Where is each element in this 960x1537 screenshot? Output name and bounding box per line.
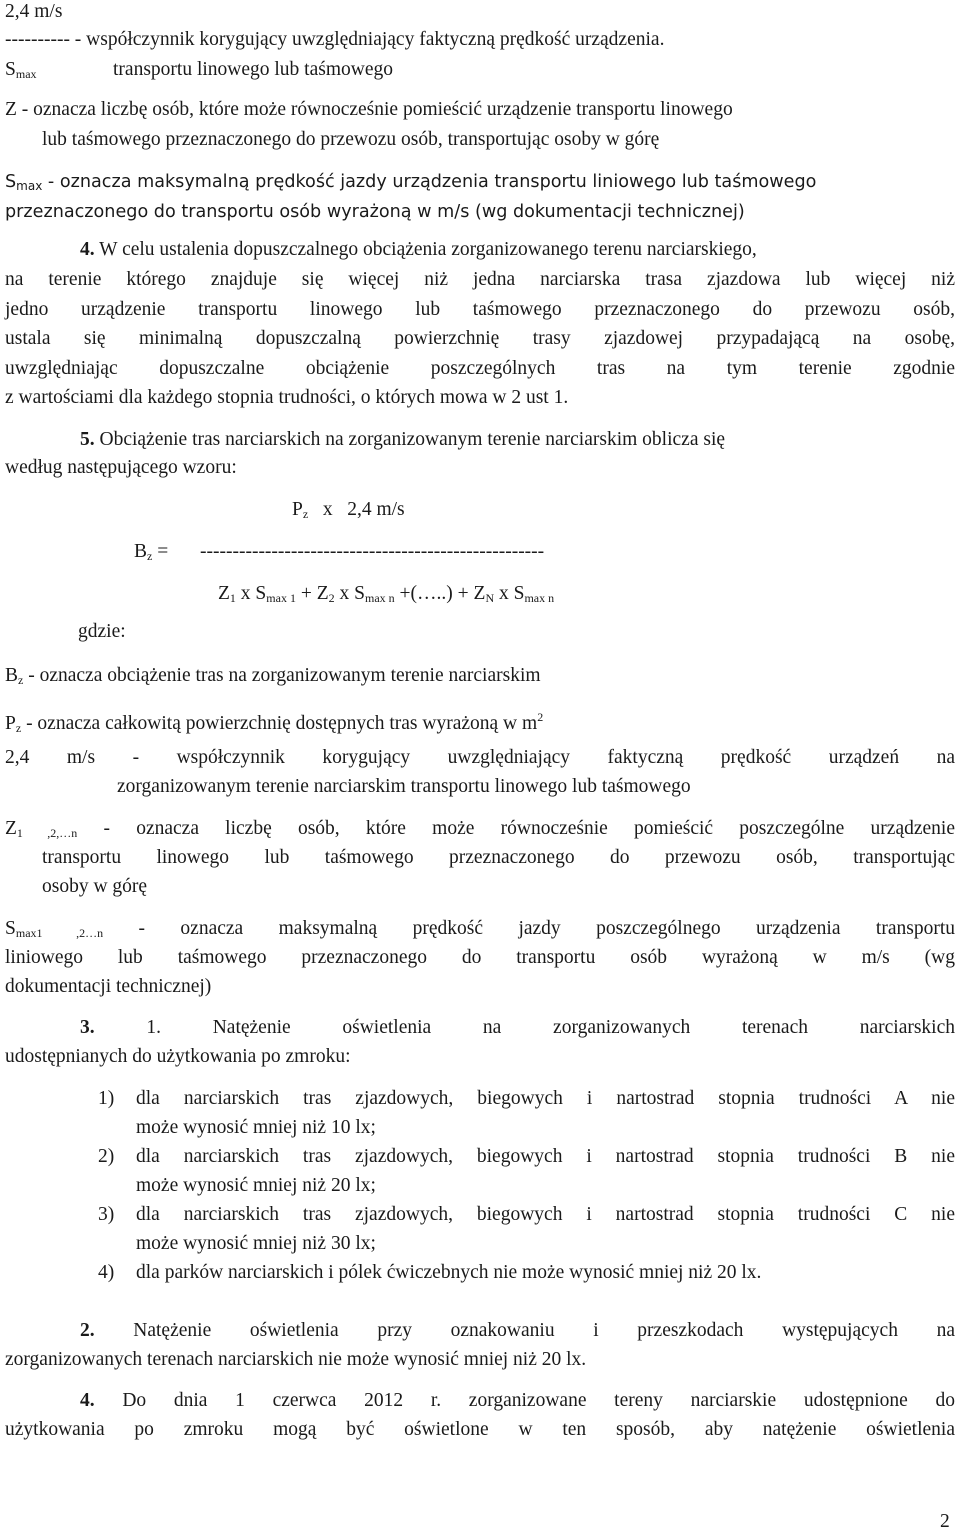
smax-S: S <box>5 59 16 80</box>
s-def-line2: przeznaczonego do transportu osób wyrażoną w m/s (wg dokumentacji technicznej) <box>5 202 745 222</box>
def-k-line1: 2,4 m/s - współczynnik korygujący uwzględniający faktyczną prędkość urządzeń na <box>5 747 955 768</box>
page-number: 2 <box>940 1511 950 1532</box>
p4-line2: na terenie którego znajduje się więcej niż jedna narciarska trasa zjazdowa lub więcej niż <box>5 269 955 290</box>
p4-line3: jedno urządzenie transportu linowego lub taśmowego przeznaczonego do przewozu osób, <box>5 299 955 320</box>
p5-line1: 5. Obciążenie tras narciarskich na zorganizowanym terenie narciarskim oblicza się <box>80 429 726 450</box>
formula-numerator: $P_z$ x 2,4 m/s <box>292 499 405 521</box>
z-def-line2: lub taśmowego przeznaczonego do przewozu osób, transportując osoby w górę <box>42 129 660 150</box>
def-pz: $P_z$ - oznacza całkowitą powierzchnię dostępnych tras wyrażoną w $m^2$ <box>5 710 544 735</box>
s-def-line1: $S_{max}$ - oznacza maksymalną prędkość jazdy urządzenia transportu liniowego lub taśmowego <box>5 172 817 193</box>
p2-line2: zorganizowanych terenach narciarskich nie może wynosić mniej niż 20 lx. <box>5 1349 587 1370</box>
dash-line: ---------- - współczynnik korygujący uwzględniający faktyczną prędkość urządzenia. <box>5 29 665 50</box>
list-item-2-number: 2) <box>98 1146 115 1167</box>
smax-label <box>5 58 393 86</box>
list-item-3-line2: może wynosić mniej niż 30 lx; <box>136 1233 376 1254</box>
def-k-line2: zorganizowanym terenie narciarskim transportu linowego lub taśmowego <box>117 776 691 797</box>
def-z-line1: $Z_{1 ,2,\dots n}$ - oznacza liczbę osób, które może równocześnie pomieścić poszczególne urządzenie <box>5 818 955 840</box>
formula-fraction-bar: ----------------------------------------------------- <box>200 541 545 562</box>
speed-label: 2,4 m/s <box>5 1 63 22</box>
p3-line1: 3. 1. Natężenie oświetlenia na zorganizowanych terenach narciarskich <box>80 1017 955 1038</box>
def-s-line3: dokumentacji technicznej) <box>5 976 212 997</box>
p3-line2: udostępnianych do użytkowania po zmroku: <box>5 1046 351 1067</box>
list-item-1-number: 1) <box>98 1088 115 1109</box>
p4b-line2: użytkowania po zmroku mogą być oświetlone w ten sposób, aby natężenie oświetlenia <box>5 1419 955 1440</box>
smax-text: transportu linowego lub taśmowego <box>113 59 393 80</box>
list-item-4-number: 4) <box>98 1262 115 1283</box>
p4-line6: z wartościami dla każdego stopnia trudności, o których mowa w 2 ust 1. <box>5 387 569 408</box>
def-s-line1: $S_{max1 ,2\dots n}$ - oznacza maksymalną prędkość jazdy poszczególnego urządzenia transportu <box>5 918 955 940</box>
formula-where: gdzie: <box>78 621 126 642</box>
list-item-2-line1: dla narciarskich tras zjazdowych, biegowych i nartostrad stopnia trudności B nie <box>136 1146 955 1167</box>
p4-line1: 4. W celu ustalenia dopuszczalnego obciążenia zorganizowanego terenu narciarskiego, <box>80 239 757 260</box>
formula-bz-label: $B_z$ = <box>134 541 169 563</box>
formula-denominator: $Z_1$ x $S_{max 1} + Z_2$ x $S_{max n}$ +(…..) + $Z_N$ x $S_{max n}$ <box>218 583 555 605</box>
list-item-4-line1: dla parków narciarskich i pólek ćwiczebnych nie może wynosić mniej niż 20 lx. <box>136 1262 762 1283</box>
def-s-line2: liniowego lub taśmowego przeznaczonego do transportu osób wyrażoną w m/s (wg <box>5 947 955 968</box>
p5-line2: według następującego wzoru: <box>5 457 237 478</box>
z-def-line1: Z - oznacza liczbę osób, które może równocześnie pomieścić urządzenie transportu linowego <box>5 99 733 120</box>
def-bz: $B_z$ - oznacza obciążenie tras na zorganizowanym terenie narciarskim <box>5 665 541 687</box>
p4-line4: ustala się minimalną dopuszczalną powierzchnię trasy zjazdowej przypadającą na osobę, <box>5 328 955 349</box>
def-z-line3: osoby w górę <box>42 876 148 897</box>
def-z-line2: transportu linowego lub taśmowego przeznaczonego do przewozu osób, transportując <box>42 847 955 868</box>
p4-line5: uwzględniając dopuszczalne obciążenie poszczególnych tras na tym terenie zgodnie <box>5 358 955 379</box>
list-item-1-line2: może wynosić mniej niż 10 lx; <box>136 1117 376 1138</box>
p2-line1: 2. Natężenie oświetlenia przy oznakowaniu i przeszkodach występujących na <box>80 1320 955 1341</box>
list-item-1-line1: dla narciarskich tras zjazdowych, biegowych i nartostrad stopnia trudności A nie <box>136 1088 955 1109</box>
list-item-3-number: 3) <box>98 1204 115 1225</box>
list-item-3-line1: dla narciarskich tras zjazdowych, biegowych i nartostrad stopnia trudności C nie <box>136 1204 955 1225</box>
p4b-line1: 4. Do dnia 1 czerwca 2012 r. zorganizowane tereny narciarskie udostępnione do <box>80 1390 955 1411</box>
smax-sub: max <box>15 67 37 81</box>
list-item-2-line2: może wynosić mniej niż 20 lx; <box>136 1175 376 1196</box>
